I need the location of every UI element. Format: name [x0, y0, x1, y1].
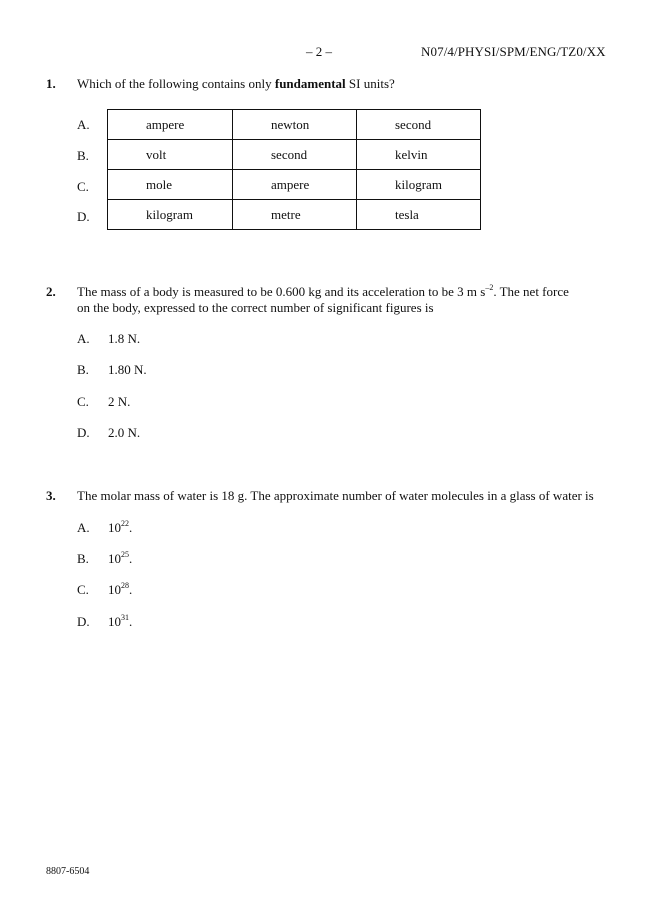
question-3-option-letter-d: D.: [77, 614, 90, 629]
question-3-option-a: [108, 520, 132, 536]
table-row: [108, 140, 481, 170]
table-cell: kelvin: [357, 140, 481, 170]
table-cell: newton: [233, 110, 357, 140]
paper-code: N07/4/PHYSI/SPM/ENG/TZ0/XX: [421, 44, 606, 59]
power-exponent: 22: [121, 519, 129, 528]
question-3-number: 3.: [46, 488, 56, 503]
question-2-number: 2.: [46, 284, 56, 299]
question-1-stem-before: Which of the following contains only: [77, 76, 275, 91]
table-cell: kilogram: [357, 170, 481, 200]
units-table: [107, 109, 481, 230]
power-suffix: .: [129, 582, 133, 597]
table-cell: kilogram: [108, 200, 233, 230]
question-1-stem-after: SI units?: [345, 76, 395, 91]
question-2-option-c: 2 N.: [108, 394, 131, 409]
table-cell: tesla: [357, 200, 481, 230]
question-1-option-letter-b: B.: [77, 148, 89, 163]
power-suffix: .: [129, 614, 133, 629]
question-3-option-d: [108, 614, 132, 630]
power-base: 10: [108, 582, 121, 597]
power-exponent: 25: [121, 550, 129, 559]
question-2-stem-line1: The mass of a body is measured to be 0.600 kg and its acceleration to be 3 m s: [77, 284, 486, 299]
table-row: [108, 200, 481, 230]
question-1-option-letter-a: A.: [77, 117, 90, 132]
question-2-stem-line2: on the body, expressed to the correct number of significant figures is: [77, 300, 434, 315]
question-1-number: 1.: [46, 76, 56, 91]
table-cell: volt: [108, 140, 233, 170]
question-3-stem: The molar mass of water is 18 g. The approximate number of water molecules in a glass of water is: [77, 488, 594, 503]
table-cell: ampere: [108, 110, 233, 140]
table-cell: second: [357, 110, 481, 140]
question-1-stem-bold: fundamental: [274, 76, 346, 91]
power-base: 10: [108, 551, 121, 566]
power-exponent: 28: [121, 581, 129, 590]
question-3-option-letter-b: B.: [77, 551, 89, 566]
question-2-option-letter-c: C.: [77, 394, 89, 409]
question-2-option-letter-a: A.: [77, 331, 90, 346]
question-3-option-c: [108, 582, 132, 598]
page-number: – 2 –: [306, 44, 332, 59]
power-suffix: .: [129, 551, 133, 566]
question-2-stem-line1-after: . The net force: [493, 284, 569, 299]
power-base: 10: [108, 614, 121, 629]
table-cell: ampere: [233, 170, 357, 200]
question-1-option-letter-d: D.: [77, 209, 90, 224]
question-1-stem: [77, 76, 603, 92]
question-1-option-letter-c: C.: [77, 179, 89, 194]
question-2-option-a: 1.8 N.: [108, 331, 141, 346]
question-2-stem: [77, 284, 603, 300]
question-3-option-letter-c: C.: [77, 582, 89, 597]
question-2-option-letter-d: D.: [77, 425, 90, 440]
table-row: [108, 170, 481, 200]
table-row: [108, 110, 481, 140]
table-cell: second: [233, 140, 357, 170]
table-cell: metre: [233, 200, 357, 230]
question-2-option-letter-b: B.: [77, 362, 89, 377]
power-base: 10: [108, 520, 121, 535]
question-3-option-letter-a: A.: [77, 520, 90, 535]
question-2-option-b: 1.80 N.: [108, 362, 147, 377]
question-3-option-b: [108, 551, 132, 567]
footer-code: 8807-6504: [46, 866, 90, 877]
power-suffix: .: [129, 520, 133, 535]
question-2-stem-exponent: –2: [485, 283, 494, 292]
question-2-option-d: 2.0 N.: [108, 425, 141, 440]
power-exponent: 31: [121, 613, 129, 622]
table-cell: mole: [108, 170, 233, 200]
